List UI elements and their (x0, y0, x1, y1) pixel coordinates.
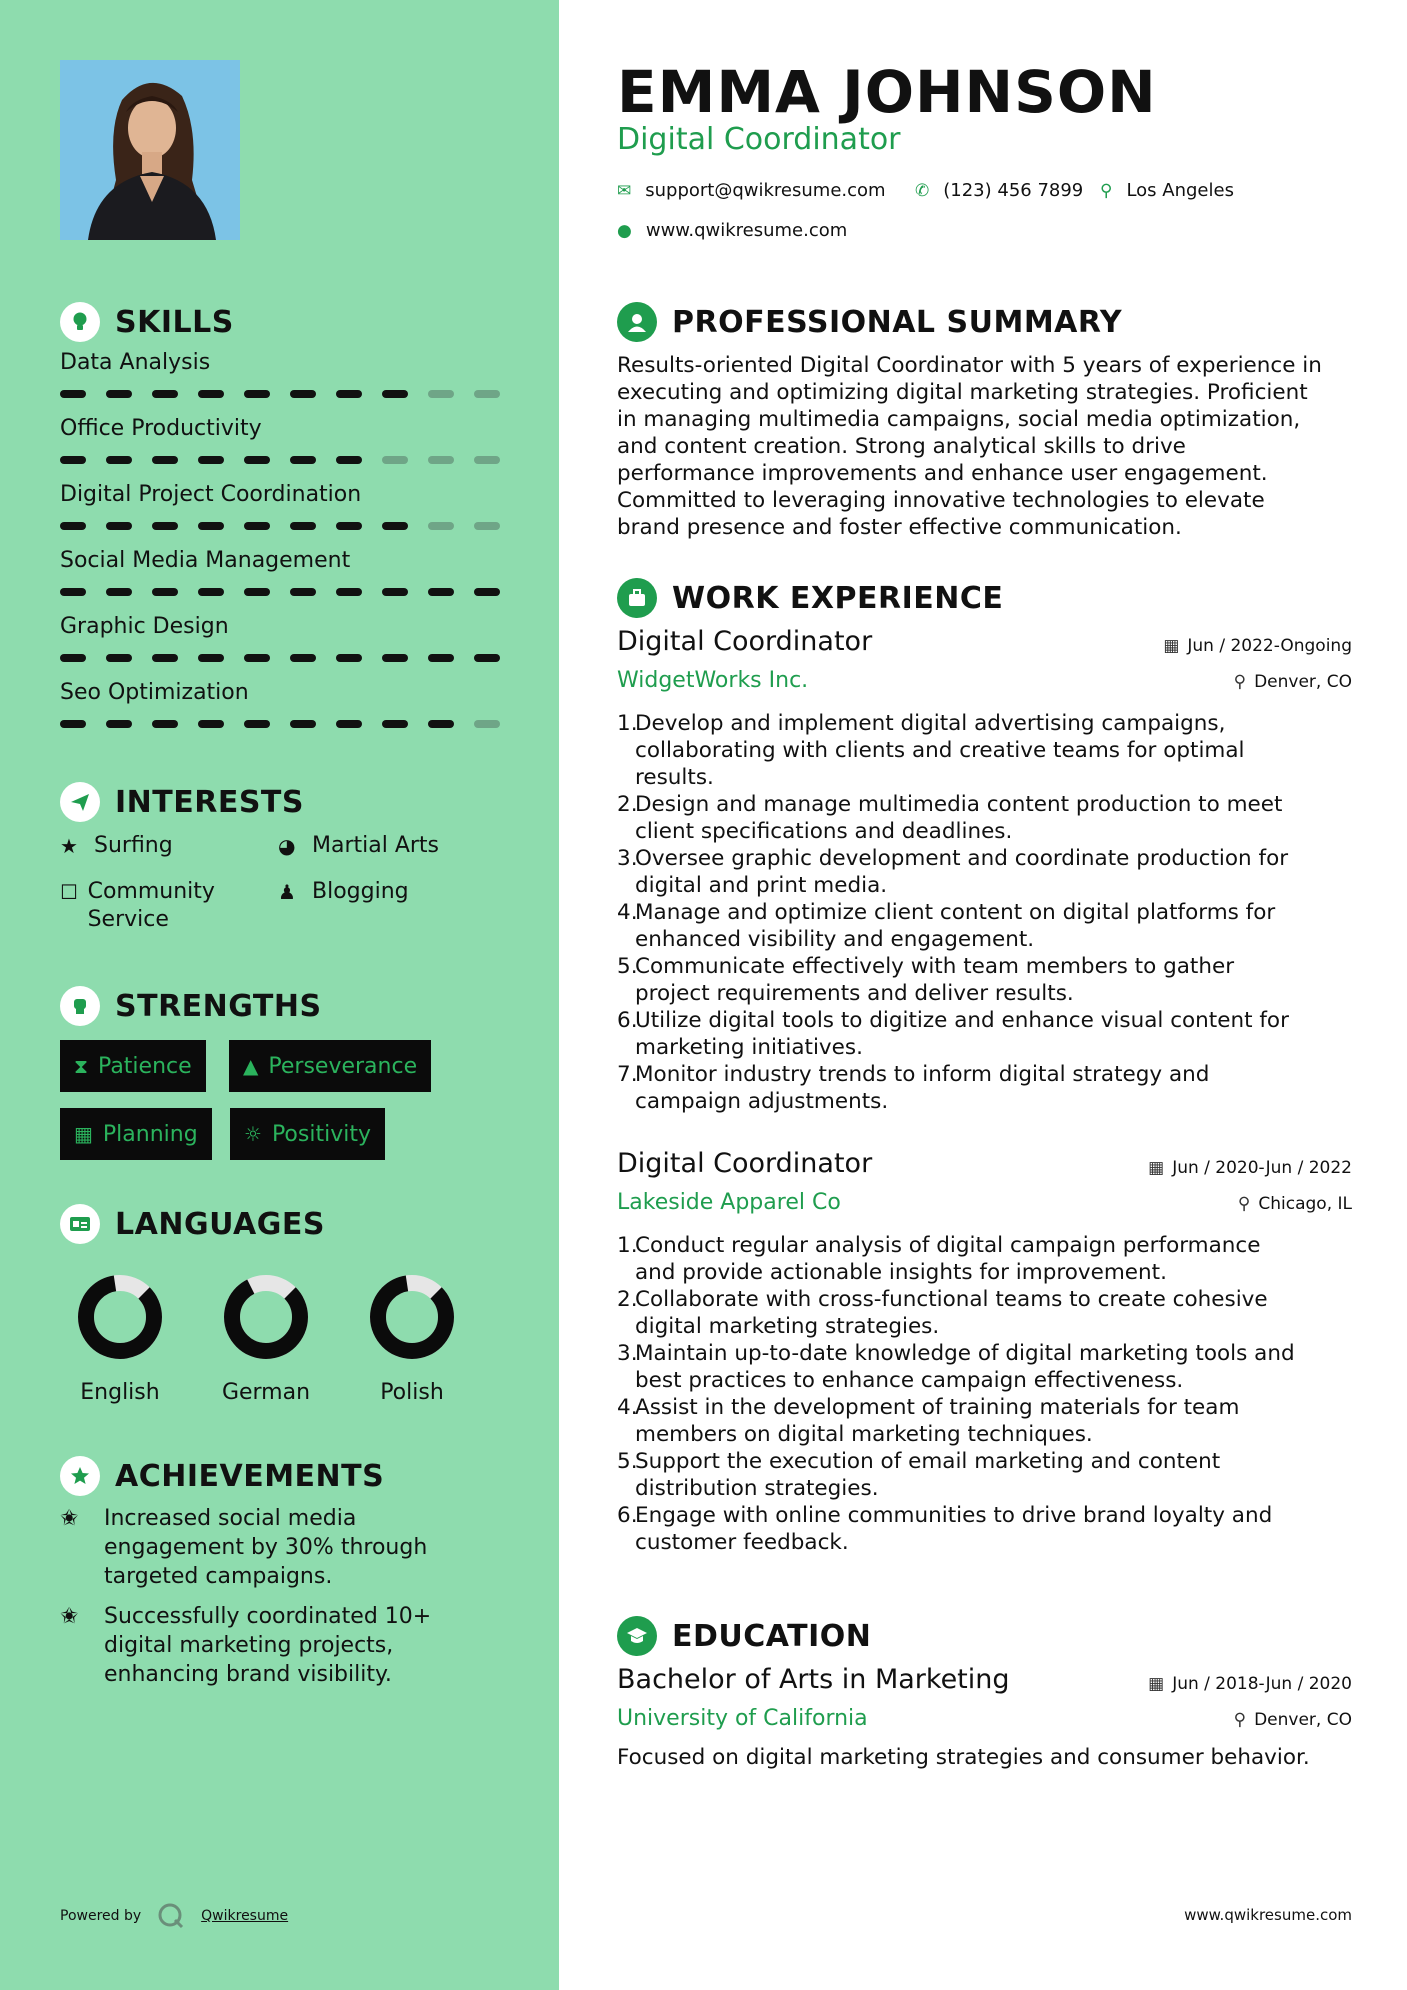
language-level-ring (221, 1272, 311, 1362)
job-company: WidgetWorks Inc. (617, 668, 809, 693)
job-location: ⚲ Denver, CO (1233, 672, 1352, 692)
skill-level-dash (382, 456, 408, 464)
pin-icon: ⚲ (1233, 1710, 1247, 1730)
summary-text: Results-oriented Digital Coordinator with 5 years of experience in executing and optimizing digital marketing strategies. Proficient in managing multimedia campaigns, social media optimization, and content creation. Strong analytical skills to drive performance improvements and enhance user engagement. Committed to leveraging innovative technologies to elevate brand presence and foster effective communication. (617, 353, 1322, 540)
skill-level-dash (244, 588, 270, 596)
skill-level-dash (60, 588, 86, 596)
skill-item (60, 348, 500, 398)
job-responsibilities (617, 1232, 1352, 1556)
briefcase-icon (617, 578, 657, 618)
education-description: Focused on digital marketing strategies and consumer behavior. (617, 1745, 1310, 1770)
skill-level-dash (106, 522, 132, 530)
hourglass-icon: ⧗ (74, 1054, 89, 1078)
skill-level-dash (106, 390, 132, 398)
calendar-icon: ▦ (1148, 1674, 1165, 1694)
interest-item: ♟ Blogging (278, 879, 409, 904)
powered-by: Powered by Qwikresume (60, 1902, 288, 1930)
languages-heading (60, 1204, 325, 1244)
school-name: University of California (617, 1706, 868, 1731)
contact-email[interactable]: ✉ support@qwikresume.com (617, 180, 886, 201)
skill-level-dash (198, 522, 224, 530)
contact-location: ⚲ Los Angeles (1100, 180, 1234, 201)
language-item: English (60, 1272, 180, 1405)
interest-item: ☐ Community Service (60, 879, 215, 932)
job-title: Digital Coordinator (617, 1148, 873, 1179)
phone-icon: ✆ (915, 180, 930, 201)
skill-label: Graphic Design (60, 614, 229, 639)
achievement-item: ✬ Successfully coordinated 10+ digital marketing projects, enhancing brand visibility. (60, 1604, 432, 1687)
skill-level-dash (198, 456, 224, 464)
language-item: Polish (352, 1272, 472, 1405)
binoculars-icon: ▲ (243, 1054, 259, 1078)
skill-level-dash (336, 390, 362, 398)
interest-item: ◕ Martial Arts (278, 833, 440, 858)
globe-icon: ◕ (278, 834, 296, 858)
hand-icon: ☐ (60, 880, 78, 904)
responsibility-item: Engage with online communities to drive brand loyalty and customer feedback. (635, 1503, 1273, 1555)
job-company: Lakeside Apparel Co (617, 1190, 841, 1215)
responsibility-item: Design and manage multimedia content production to meet client specifications and deadlines. (635, 792, 1283, 844)
education-dates: ▦ Jun / 2018-Jun / 2020 (1148, 1674, 1352, 1694)
skill-level-dash (244, 720, 270, 728)
skill-level-dash (474, 522, 500, 530)
map-pin-icon: ⚲ (1100, 180, 1113, 201)
skill-level-dash (60, 456, 86, 464)
responsibility-item: Develop and implement digital advertising campaigns, collaborating with clients and creative teams for optimal results. (635, 711, 1245, 790)
strength-chip: ⧗ Patience (60, 1040, 206, 1092)
users-icon: ♟ (278, 880, 296, 904)
strengths-title: STRENGTHS (115, 988, 322, 1024)
responsibility-item: Conduct regular analysis of digital campaign performance and provide actionable insights for improvement. (635, 1233, 1261, 1285)
interest-item: ★ Surfing (60, 833, 173, 858)
summary-heading (617, 302, 1122, 342)
star-icon: ★ (60, 834, 78, 858)
skill-level-dash (244, 456, 270, 464)
skill-level-dash (428, 390, 454, 398)
strength-chip: ▦ Planning (60, 1108, 212, 1160)
interests-title: INTERESTS (115, 784, 304, 820)
achievements-heading (60, 1456, 384, 1496)
responsibility-item: Maintain up-to-date knowledge of digital marketing tools and best practices to enhance campaign effectiveness. (635, 1341, 1295, 1393)
skill-level-dash (244, 654, 270, 662)
user-icon (617, 302, 657, 342)
skill-level-dash (290, 522, 316, 530)
skill-level-dash (198, 654, 224, 662)
skill-level-bar (60, 720, 500, 728)
lightbulb-icon (60, 302, 100, 342)
skill-item (60, 678, 500, 728)
skill-label: Data Analysis (60, 350, 211, 375)
skill-level-dash (152, 522, 178, 530)
strength-chip: ▲ Perseverance (229, 1040, 431, 1092)
skill-level-dash (106, 720, 132, 728)
responsibility-item: Collaborate with cross-functional teams to create cohesive digital marketing strategies. (635, 1287, 1268, 1339)
skill-level-dash (152, 588, 178, 596)
responsibility-item: Assist in the development of training materials for team members on digital marketing techniques. (635, 1395, 1240, 1447)
education-title: EDUCATION (672, 1618, 872, 1654)
achievement-item: ✬ Increased social media engagement by 30% through targeted campaigns. (60, 1506, 428, 1589)
skill-level-bar (60, 654, 500, 662)
responsibility-item: Communicate effectively with team members to gather project requirements and deliver results. (635, 954, 1235, 1006)
job-dates: ▦ Jun / 2022-Ongoing (1163, 636, 1352, 656)
skill-level-dash (60, 390, 86, 398)
achievements-title: ACHIEVEMENTS (115, 1458, 385, 1494)
skill-level-bar (60, 522, 500, 530)
contact-website[interactable]: ● www.qwikresume.com (617, 220, 848, 241)
skill-label: Digital Project Coordination (60, 482, 362, 507)
job-dates: ▦ Jun / 2020-Jun / 2022 (1148, 1158, 1352, 1178)
skill-level-dash (290, 654, 316, 662)
language-level-ring (367, 1272, 457, 1362)
profile-photo (60, 60, 240, 240)
responsibility-item: Monitor industry trends to inform digital strategy and campaign adjustments. (635, 1062, 1210, 1114)
skill-level-dash (290, 390, 316, 398)
skill-level-dash (152, 720, 178, 728)
skill-level-dash (382, 588, 408, 596)
skill-level-dash (336, 654, 362, 662)
skill-level-dash (428, 588, 454, 596)
skill-level-dash (336, 720, 362, 728)
languages-title: LANGUAGES (115, 1206, 325, 1242)
skill-level-dash (428, 522, 454, 530)
skill-level-dash (428, 654, 454, 662)
skill-level-dash (152, 390, 178, 398)
paper-plane-icon (60, 782, 100, 822)
candidate-role: Digital Coordinator (617, 122, 901, 157)
skill-level-dash (428, 720, 454, 728)
skill-level-dash (336, 456, 362, 464)
skill-level-dash (106, 654, 132, 662)
sun-icon: ☼ (244, 1122, 262, 1146)
qwikresume-logo-icon (157, 1902, 185, 1930)
skill-level-dash (382, 654, 408, 662)
language-level-ring (75, 1272, 165, 1362)
responsibility-item: Manage and optimize client content on digital platforms for enhanced visibility and engagement. (635, 900, 1276, 952)
job-title: Digital Coordinator (617, 626, 873, 657)
skill-item (60, 480, 500, 530)
skill-level-dash (474, 588, 500, 596)
experience-title: WORK EXPERIENCE (672, 580, 1004, 616)
skill-level-dash (428, 456, 454, 464)
skill-level-dash (198, 720, 224, 728)
skill-level-dash (60, 522, 86, 530)
language-item: German (206, 1272, 326, 1405)
skill-item (60, 546, 500, 596)
sidebar (0, 0, 559, 1990)
pin-icon: ⚲ (1233, 672, 1247, 692)
skill-level-dash (198, 390, 224, 398)
skill-level-bar (60, 456, 500, 464)
skill-level-dash (106, 456, 132, 464)
skill-level-dash (106, 588, 132, 596)
pin-icon: ⚲ (1237, 1194, 1251, 1214)
skill-item (60, 612, 500, 662)
globe-icon: ● (617, 220, 632, 241)
skill-level-bar (60, 390, 500, 398)
skill-level-dash (290, 456, 316, 464)
education-location: ⚲ Denver, CO (1233, 1710, 1352, 1730)
calendar-icon: ▦ (74, 1122, 93, 1146)
experience-heading (617, 578, 1003, 618)
skill-level-dash (474, 720, 500, 728)
responsibility-item: Utilize digital tools to digitize and enhance visual content for marketing initiatives. (635, 1008, 1289, 1060)
graduation-cap-icon (617, 1616, 657, 1656)
strength-chip: ☼ Positivity (230, 1108, 385, 1160)
calendar-icon: ▦ (1148, 1158, 1165, 1178)
education-heading (617, 1616, 871, 1656)
skill-level-dash (382, 720, 408, 728)
skill-label: Social Media Management (60, 548, 351, 573)
job-location: ⚲ Chicago, IL (1237, 1194, 1352, 1214)
interests-heading (60, 782, 304, 822)
qwikresume-link[interactable]: Qwikresume (201, 1908, 289, 1924)
fist-icon (60, 986, 100, 1026)
language-icon (60, 1204, 100, 1244)
skills-heading (60, 302, 234, 342)
skills-title: SKILLS (115, 304, 234, 340)
skill-level-dash (290, 720, 316, 728)
star-badge-icon (60, 1456, 100, 1496)
skill-level-dash (474, 654, 500, 662)
skill-level-dash (60, 720, 86, 728)
strengths-heading (60, 986, 322, 1026)
envelope-icon: ✉ (617, 180, 632, 201)
skill-level-dash (60, 654, 86, 662)
degree-title: Bachelor of Arts in Marketing (617, 1664, 1010, 1695)
job-responsibilities (617, 710, 1352, 1115)
skill-level-dash (474, 390, 500, 398)
skill-item (60, 414, 500, 464)
candidate-name: EMMA JOHNSON (617, 58, 1157, 126)
skill-level-dash (244, 522, 270, 530)
skill-level-dash (152, 654, 178, 662)
shooting-star-icon: ✬ (60, 1604, 79, 1629)
skill-level-dash (198, 588, 224, 596)
skill-level-dash (382, 390, 408, 398)
skill-level-dash (382, 522, 408, 530)
skill-level-dash (152, 456, 178, 464)
responsibility-item: Support the execution of email marketing and content distribution strategies. (635, 1449, 1221, 1501)
skill-label: Office Productivity (60, 416, 262, 441)
skill-level-dash (244, 390, 270, 398)
skill-level-dash (336, 588, 362, 596)
skill-level-dash (290, 588, 316, 596)
calendar-icon: ▦ (1163, 636, 1180, 656)
responsibility-item: Oversee graphic development and coordinate production for digital and print media. (635, 846, 1289, 898)
skill-level-dash (336, 522, 362, 530)
footer-website-link[interactable]: www.qwikresume.com (1184, 1906, 1352, 1924)
summary-title: PROFESSIONAL SUMMARY (672, 304, 1123, 340)
skill-label: Seo Optimization (60, 680, 249, 705)
skill-level-bar (60, 588, 500, 596)
skill-level-dash (474, 456, 500, 464)
contact-phone[interactable]: ✆ (123) 456 7899 (915, 180, 1084, 201)
shooting-star-icon: ✬ (60, 1506, 79, 1531)
